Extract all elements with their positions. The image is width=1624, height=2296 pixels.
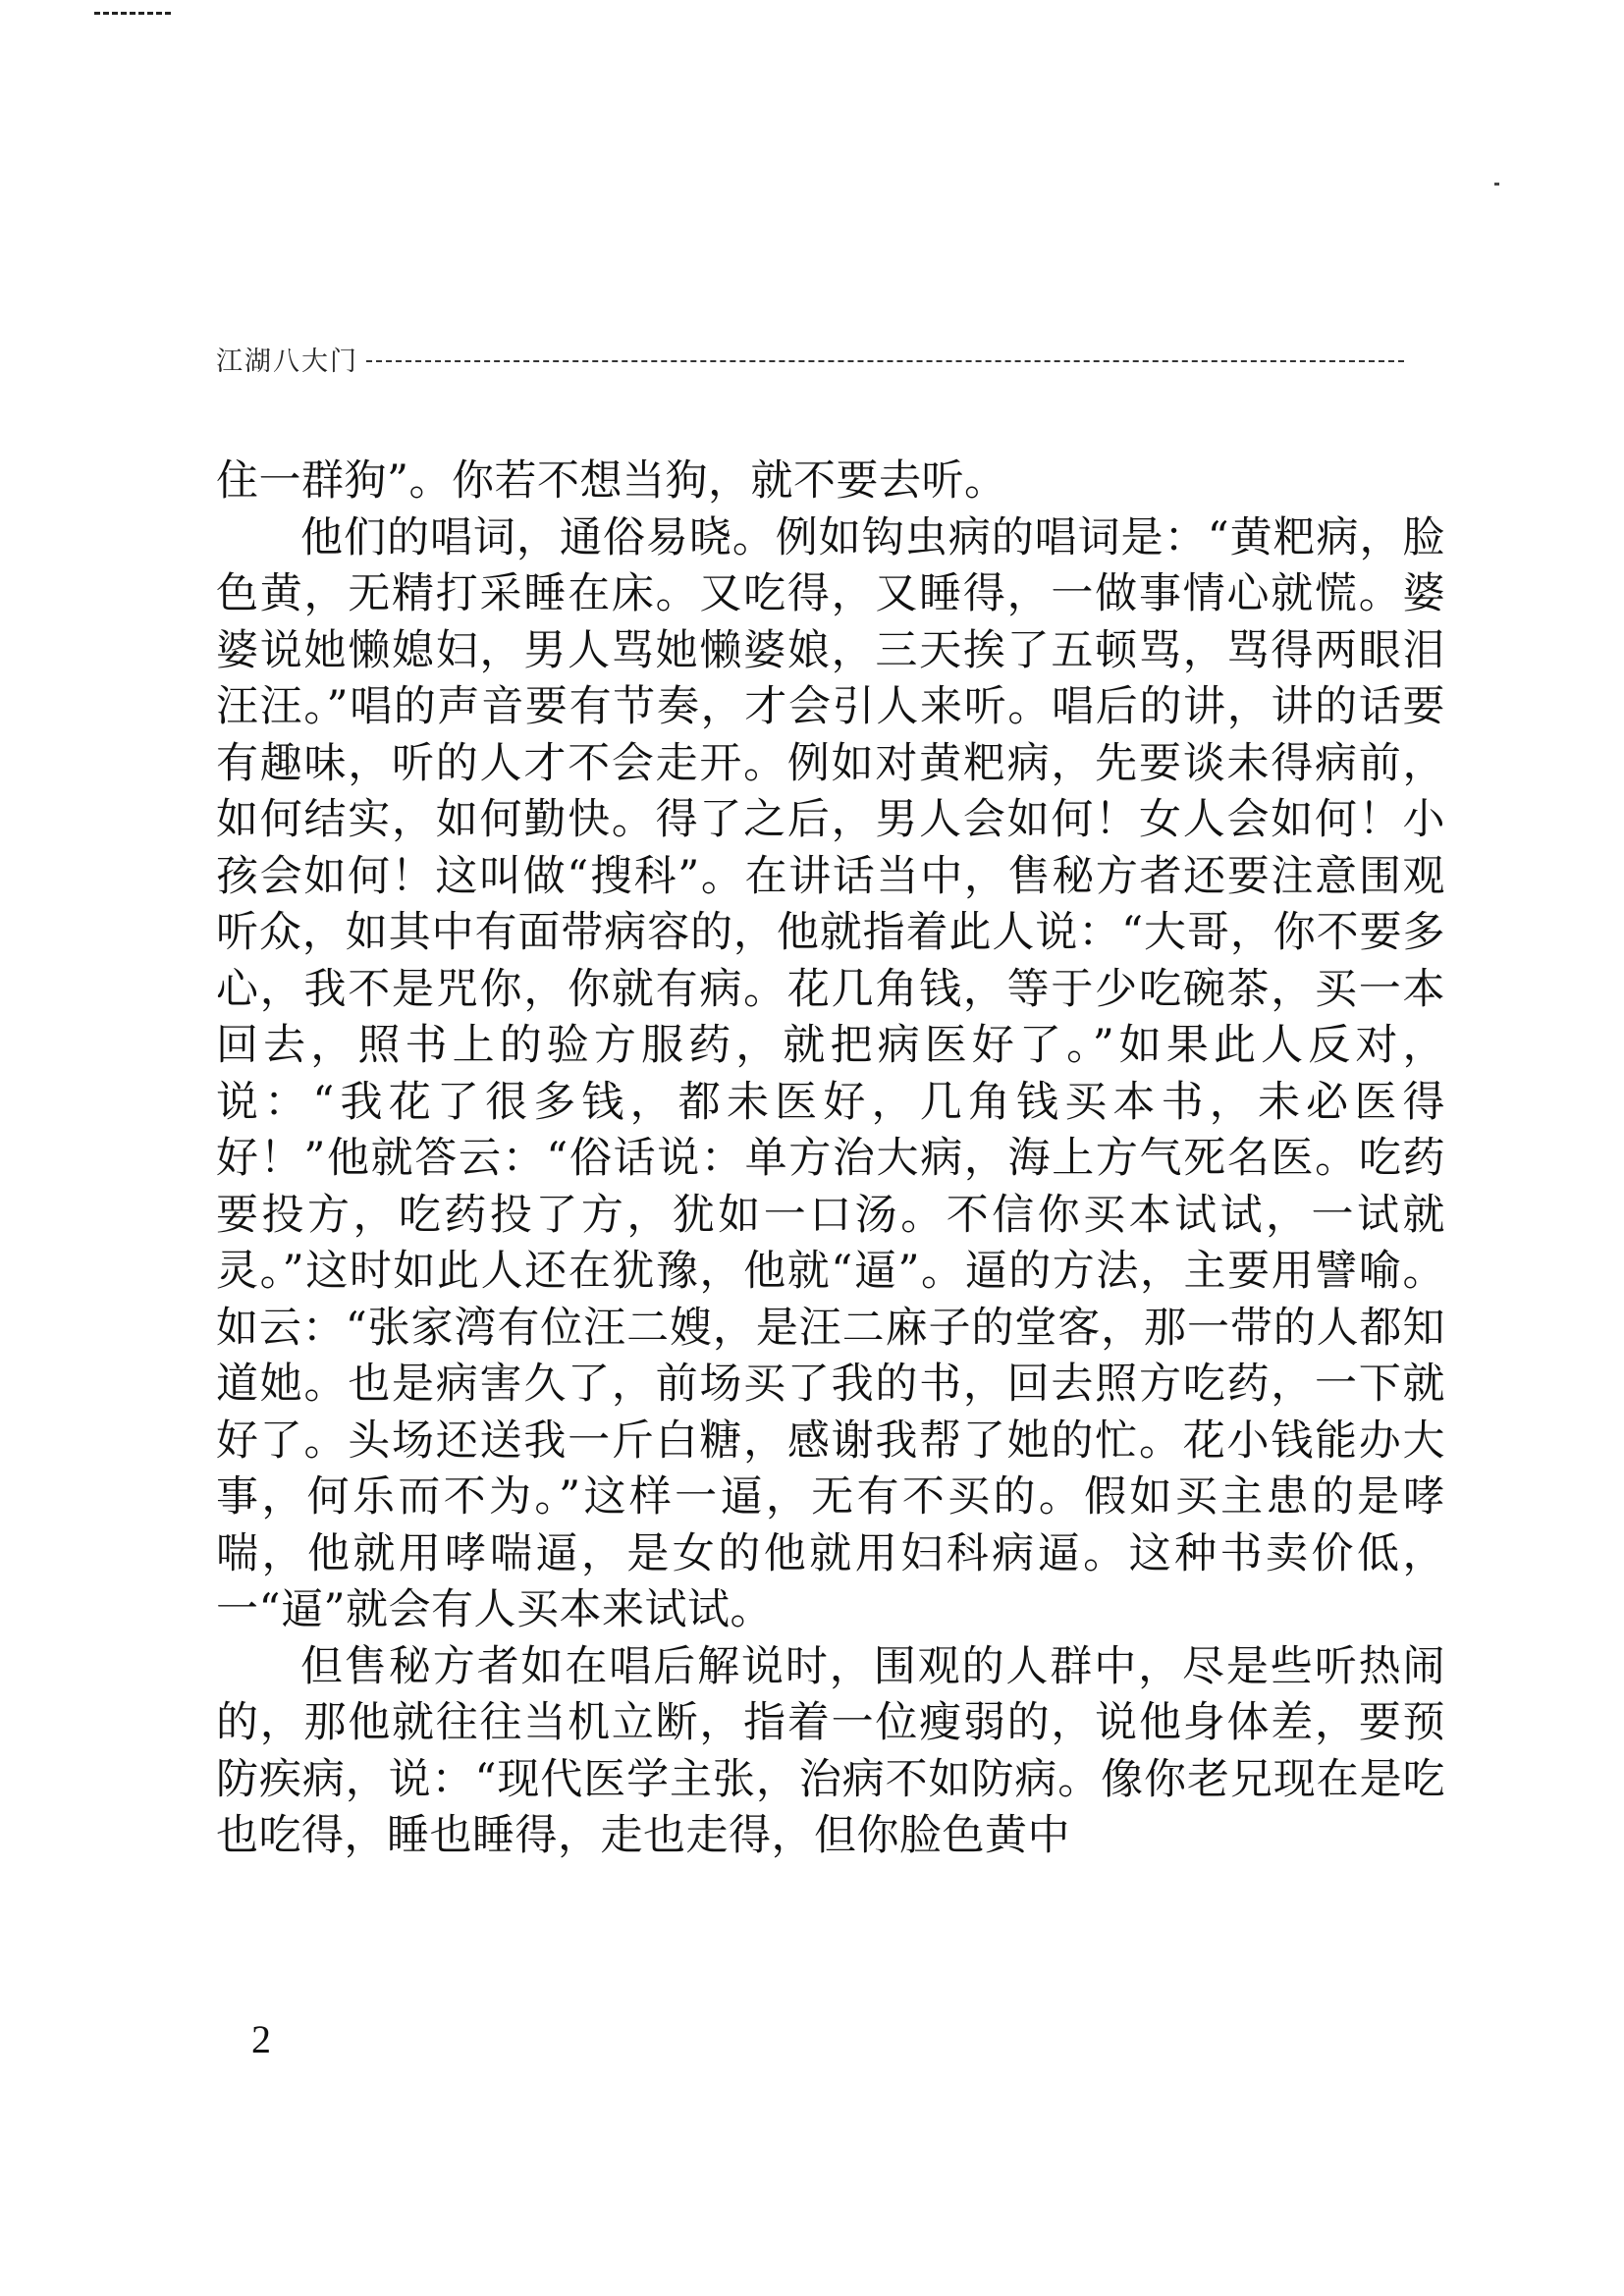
page-number: 2: [251, 2017, 271, 2061]
corner-scan-mark: [94, 12, 171, 25]
running-title: 江湖八大门: [216, 346, 358, 377]
body-text: [216, 454, 1445, 1865]
header-rule: [366, 360, 1404, 362]
running-header: [216, 339, 1404, 378]
paragraph: 他们的唱词，通俗易晓。例如钩虫病的唱词是：“黄粑病，脸色黄，无精打采睡在床。又吃得，又睡得，一做事情心就慌。婆婆说她懒媳妇，男人骂她懒婆娘，三天挨了五顿骂，骂得两眼泪汪汪。”唱的声音要有节奏，才会引人来听。唱后的讲，讲的话要有趣味，听的人才不会走开。例如对黄粑病，先要谈未得病前，如何结实，如何勤快。得了之后，男人会如何！女人会如何！小孩会如何！这叫做“搜科”。在讲话当中，售秘方者还要注意围观听众，如其中有面带病容的，他就指着此人说：“大哥，你不要多心，我不是咒你，你就有病。花几角钱，等于少吃碗茶，买一本回去，照书上的验方服药，就把病医好了。”如果此人反对，说：“我花了很多钱，都未医好，几角钱买本书，未必医得好！”他就答云：“俗话说：单方治大病，海上方气死名医。吃药要投方，吃药投了方，犹如一口汤。不信你买本试试，一试就灵。”这时如此人还在犹豫，他就“逼”。逼的方法，主要用譬喻。如云：“张家湾有位汪二嫂，是汪二麻子的堂客，那一带的人都知道她。也是病害久了，前场买了我的书，回去照方吃药，一下就好了。头场还送我一斤白糖，感谢我帮了她的忙。花小钱能办大事，何乐而不为。”这样一逼，无有不买的。假如买主患的是哮喘，他就用哮喘逼，是女的他就用妇科病逼。这种书卖价低，一“逼”就会有人买本来试试。: [216, 512, 1445, 1634]
scan-speck: [1494, 183, 1499, 186]
paragraph: 但售秘方者如在唱后解说时，围观的人群中，尽是些听热闹的，那他就往往当机立断，指着一位瘦弱的，说他身体差，要预防疾病，说：“现代医学主张，治病不如防病。像你老兄现在是吃也吃得，睡也睡得，走也走得，但你脸色黄中: [216, 1641, 1445, 1860]
paragraph: 住一群狗”。你若不想当狗，就不要去听。: [216, 456, 1007, 506]
